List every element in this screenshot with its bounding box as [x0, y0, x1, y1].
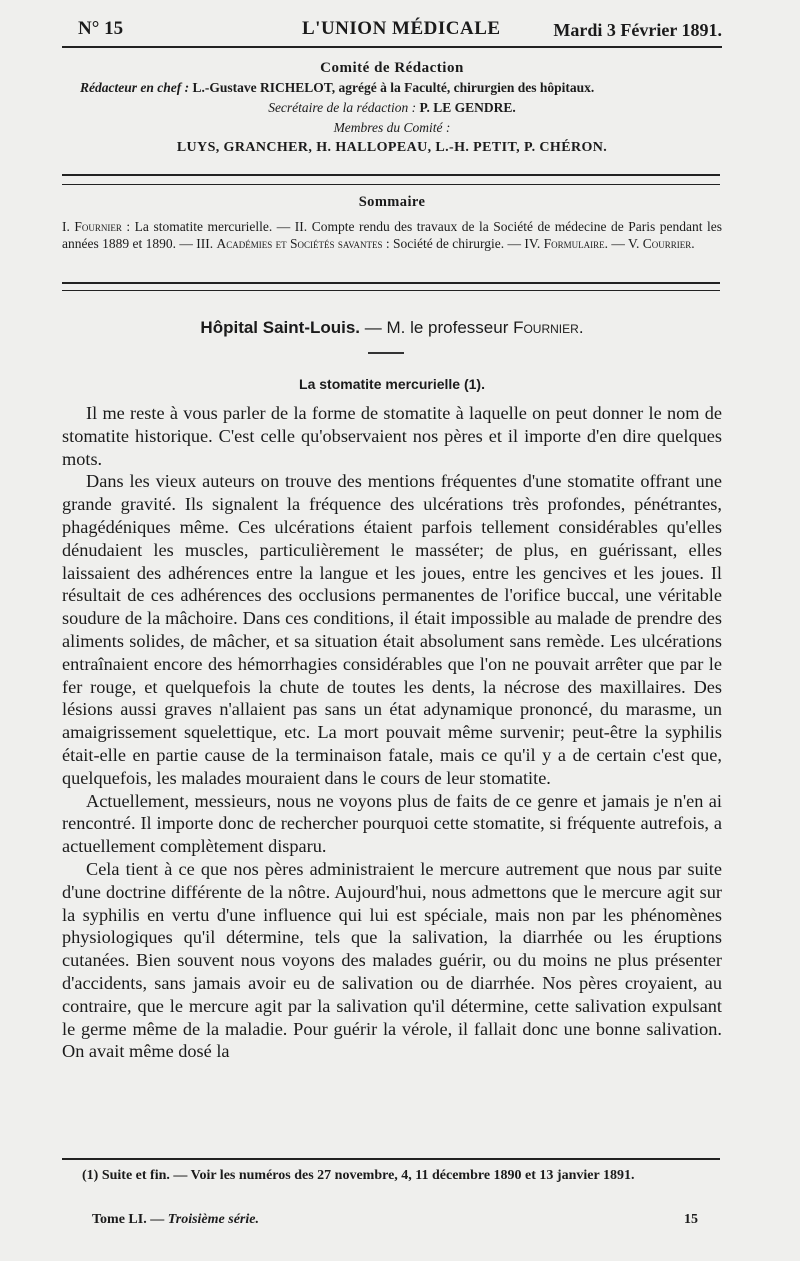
committee-rule	[62, 174, 720, 185]
table-of-contents	[62, 194, 722, 253]
paragraph: Il me reste à vous parler de la forme de stomatite à laquelle on peut donner le nom de stomatite historique. C'est celle qu'observaient nos pères et il importe d'en dire quelques mots.	[62, 403, 722, 469]
editorial-committee	[62, 58, 722, 158]
journal-title: L'UNION MÉDICALE	[302, 18, 501, 39]
chief-editor-label: Rédacteur en chef :	[80, 80, 190, 95]
heading-divider	[368, 352, 404, 354]
secretary-label: Secrétaire de la rédaction :	[268, 100, 417, 115]
footnote-rule	[62, 1158, 720, 1160]
members-names: LUYS, GRANCHER, H. HALLOPEAU, L.-H. PETIT, P. CHÉRON.	[176, 140, 608, 155]
hospital-heading: Hôpital Saint-Louis. — M. le professeur Fournier.	[200, 318, 584, 337]
paragraph: Cela tient à ce que nos pères administraient le mercure autrement que nous par suite d'une doctrine différente de la nôtre. Aujourd'hui, nous admettons que le mercure agit sur la syphilis en vertu d'une influence qui lui est spéciale, mais non par les phénomènes physiologiques qu'il détermine, tels que la salivation, la diarrhée ou les éruptions cutanées. Bien souvent nous voyons des malades guérir, ou du moins ne plus présenter d'accidents, sans jamais avoir eu de salivation ou de diarrhée. Nos pères croyaient, au contraire, que le mercure agit par la salivation qu'il détermine, cette salivation expulsant le germe même de la maladie. Pour guérir la vérole, il fallait donc une bonne salivation. On avait même dosé la	[62, 858, 722, 1062]
running-header	[62, 14, 722, 44]
secretary-line	[62, 98, 722, 118]
issue-date: Mardi 3 Février 1891.	[553, 20, 722, 40]
chief-editor-name: L.-Gustave RICHELOT, agrégé à la Faculté, chirurgien des hôpitaux.	[192, 80, 595, 95]
paragraph: Actuellement, messieurs, nous ne voyons plus de faits de ce genre et jamais je n'en ai rencontré. Il importe donc de rechercher pourquoi cette stomatite, si fréquente autrefois, a actuellement complètement disparu.	[62, 790, 722, 857]
sommaire-title: Sommaire	[358, 194, 426, 210]
page-number: 15	[684, 1212, 698, 1227]
volume-label: Tome LI. — Troisième série.	[92, 1212, 259, 1227]
issue-number: N° 15	[78, 18, 124, 39]
footnote: (1) Suite et fin. — Voir les numéros des 27 novembre, 4, 11 décembre 1890 et 13 janvier 1891.	[82, 1168, 635, 1183]
chief-editor-line	[62, 78, 722, 98]
members-label: Membres du Comité :	[333, 120, 451, 135]
secretary-name: P. LE GENDRE.	[419, 100, 516, 115]
committee-title: Comité de Rédaction	[320, 60, 464, 76]
article-body	[62, 402, 722, 1063]
article-title: La stomatite mercurielle (1).	[299, 376, 485, 392]
header-rule	[62, 46, 722, 48]
sommaire-rule	[62, 282, 720, 291]
paragraph: Dans les vieux auteurs on trouve des mentions fréquentes d'une stomatite offrant une grande gravité. Ils signalent la fréquence des ulcérations très profondes, pénétrantes, phagédéniques même. Ces ulcérations étaient parfois tellement considérables qu'elles dénudaient les muscles, particulièrement le masséter; de plus, en guérissant, elles laissaient des adhérences entre la langue et les joues, entre les gencives et les joues. Il résultait de ces adhérences des occlusions permanentes de l'orifice buccal, une véritable soudure de la mâchoire. Dans ces conditions, il était impossible au malade de prendre des aliments solides, de mâcher, et sa situation était absolument sans remède. Les ulcérations entraînaient encore des hémorrhagies considérables que l'on ne pouvait arrêter que par le fer rouge, et quelquefois la chute de toutes les dents, la nécrose des maxillaires. Des lésions aussi graves n'allaient pas sans un état adynamique prononcé, du marasme, un amaigrissement squelettique, etc. La mort pouvait même survenir; peut-être la syphilis était-elle en partie cause de la terminaison fatale, mais ce qu'il y a de certain c'est que, quelquefois, les malades mouraient dans le cours de leur stomatite.	[62, 471, 722, 788]
sommaire-text: I. Fournier : La stomatite mercurielle. — II. Compte rendu des travaux de la Société de médecine de Paris pendant les années 1889 et 1890. — III. Académies et Sociétés savantes : Société de chirurgie. — IV. Formulaire. — V. Courrier.	[62, 218, 722, 251]
